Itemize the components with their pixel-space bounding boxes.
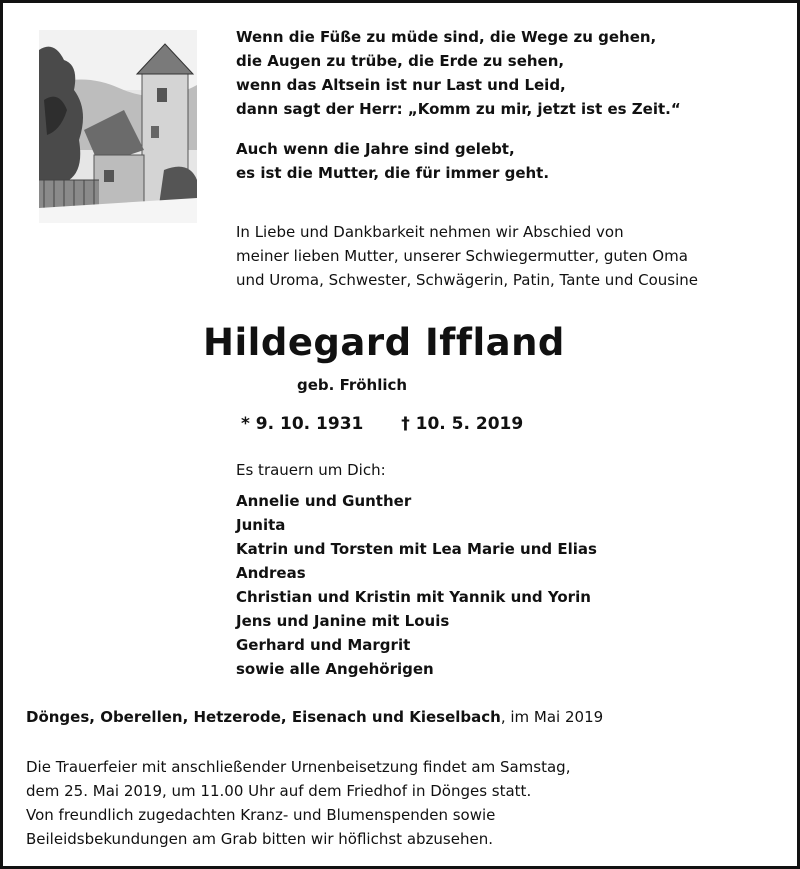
service-info <box>26 755 570 851</box>
mourner-name: Katrin und Torsten mit Lea Marie und Elias <box>236 540 597 558</box>
deceased-name: Hildegard Iffland <box>203 321 565 364</box>
service-line: Die Trauerfeier mit anschließender Urnenbeisetzung findet am Samstag, <box>26 758 571 776</box>
birth-date: * 9. 10. 1931 <box>241 414 364 434</box>
poem-stanza-2 <box>236 137 549 185</box>
poem-stanza-1 <box>236 25 681 121</box>
church-tower-photo <box>39 30 197 223</box>
intro-line: und Uroma, Schwester, Schwägerin, Patin, Tante und Cousine <box>236 271 698 289</box>
poem-line: dann sagt der Herr: „Komm zu mir, jetzt ist es Zeit.“ <box>236 100 681 118</box>
poem-line: die Augen zu trübe, die Erde zu sehen, <box>236 52 565 70</box>
poem-line: Wenn die Füße zu müde sind, die Wege zu gehen, <box>236 28 657 46</box>
poem-line: wenn das Altsein ist nur Last und Leid, <box>236 76 566 94</box>
mourners-heading: Es trauern um Dich: <box>236 461 386 479</box>
service-line: Beileidsbekundungen am Grab bitten wir höflichst abzusehen. <box>26 830 493 848</box>
service-line: Von freundlich zugedachten Kranz- und Blumenspenden sowie <box>26 806 496 824</box>
mourner-name: sowie alle Angehörigen <box>236 660 434 678</box>
farewell-intro <box>236 220 698 292</box>
place-and-date <box>26 708 603 726</box>
mourner-name: Annelie und Gunther <box>236 492 412 510</box>
mourner-name: Jens und Janine mit Louis <box>236 612 450 630</box>
service-line: dem 25. Mai 2019, um 11.00 Uhr auf dem Friedhof in Dönges statt. <box>26 782 532 800</box>
mourners-list <box>236 489 597 681</box>
mourner-name: Gerhard und Margrit <box>236 636 411 654</box>
poem-line: Auch wenn die Jahre sind gelebt, <box>236 140 515 158</box>
intro-line: In Liebe und Dankbarkeit nehmen wir Abschied von <box>236 223 624 241</box>
life-dates <box>241 414 523 434</box>
intro-line: meiner lieben Mutter, unserer Schwiegermutter, guten Oma <box>236 247 688 265</box>
birth-name: geb. Fröhlich <box>297 376 408 394</box>
death-date: † 10. 5. 2019 <box>401 414 524 434</box>
place-towns: Dönges, Oberellen, Hetzerode, Eisenach und Kieselbach <box>26 708 501 726</box>
mourner-name: Junita <box>236 516 286 534</box>
poem-line: es ist die Mutter, die für immer geht. <box>236 164 550 182</box>
place-date: , im Mai 2019 <box>500 708 604 726</box>
mourner-name: Christian und Kristin mit Yannik und Yorin <box>236 588 591 606</box>
mourner-name: Andreas <box>236 564 306 582</box>
